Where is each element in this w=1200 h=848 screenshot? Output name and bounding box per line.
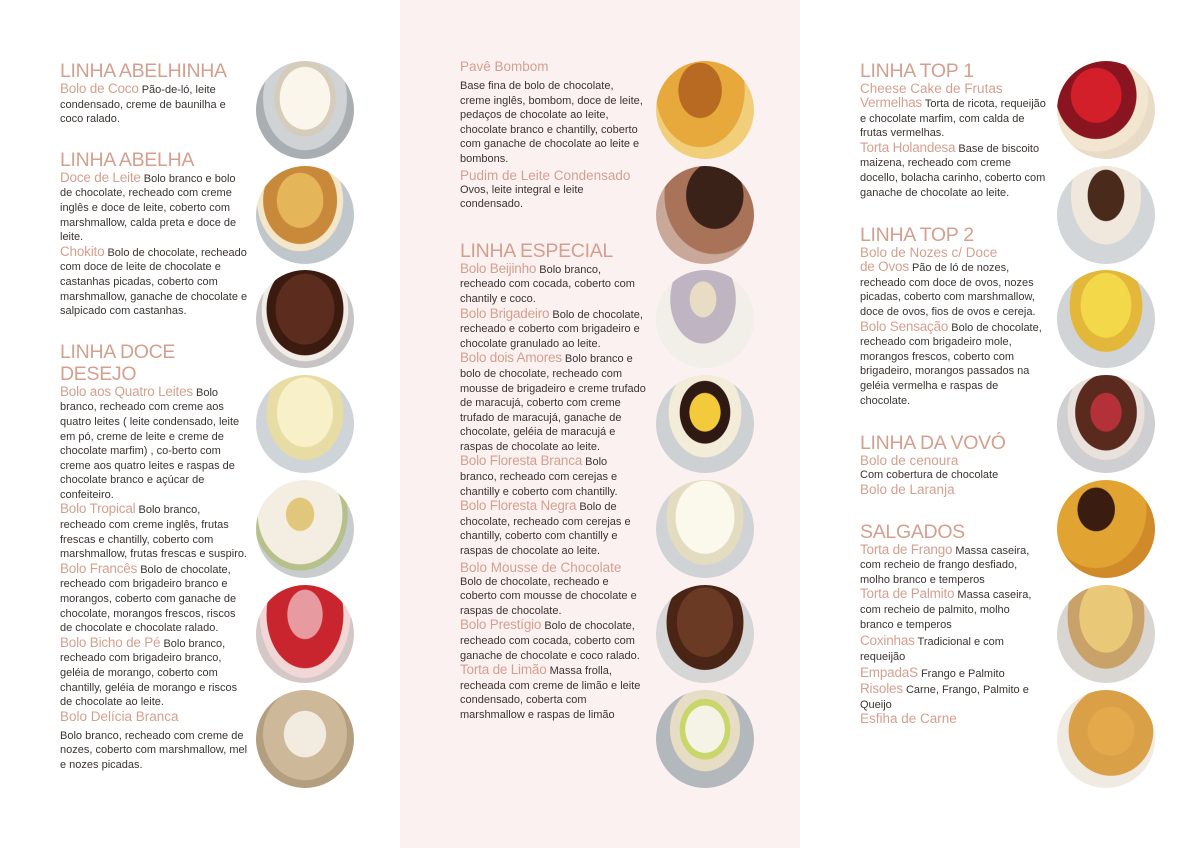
item-description: Torta de ricota, requeijão e chocolate marfim, com calda de frutas vermelhas. bbox=[860, 98, 1046, 140]
item-name: Torta Holandesa bbox=[860, 139, 956, 155]
mousse-cake-photo bbox=[656, 585, 754, 683]
item-name: Bolo aos Quatro Leites bbox=[60, 383, 193, 399]
floresta-branca-cake-photo bbox=[656, 480, 754, 578]
item-name: Cheese Cake de Frutas bbox=[860, 81, 1003, 96]
menu-item bbox=[860, 666, 1046, 682]
menu-item bbox=[60, 82, 248, 127]
item-name: Bolo de cenoura bbox=[860, 453, 959, 469]
section-title: LINHA ESPECIAL bbox=[460, 239, 613, 262]
item-name: Bolo Francês bbox=[60, 560, 138, 576]
menu-item bbox=[460, 262, 646, 307]
item-description: Massa caseira, com recheio de frango desfiado, molho branco e temperos bbox=[860, 544, 1030, 586]
item-description: Bolo branco, recheado com cerejas e chantilly e coberto com chantilly. bbox=[460, 456, 618, 498]
item-name: Bolo dois Amores bbox=[460, 350, 562, 366]
pave-bombom-photo bbox=[656, 61, 754, 159]
delicia-branca-cake-photo bbox=[256, 690, 354, 788]
item-name: Coxinhas bbox=[860, 633, 915, 649]
tropical-cake-photo bbox=[256, 480, 354, 578]
torta-limao-photo bbox=[656, 690, 754, 788]
section-title: LINHA DA VOVÓ bbox=[860, 432, 1006, 455]
coconut-cake-photo bbox=[256, 61, 354, 159]
menu-item bbox=[60, 502, 248, 561]
item-name: Torta de Palmito bbox=[860, 586, 955, 602]
item-name: Bolo Sensação bbox=[860, 318, 949, 334]
item-name: Risoles bbox=[860, 681, 903, 697]
item-description: Bolo branco e bolo de chocolate, recheado com mousse de brigadeiro e creme trufado de maracujá, coberto com creme trufado de maracujá, ganache de chocolate, geléia de maracujá e raspas de chocolate ao leite. bbox=[460, 353, 646, 453]
item-description: Bolo branco, recheado com creme de nozes, coberto com marshmallow, mel e nozes picadas. bbox=[60, 729, 248, 771]
quatro-leites-cake-photo bbox=[256, 375, 354, 473]
item-description: Bolo de chocolate, recheado com brigadeiro branco e morangos, coberto com ganache de chocolate, morangos frescos, riscos de chocolate e chocolate ralado. bbox=[60, 563, 237, 635]
menu-column-1 bbox=[0, 0, 400, 848]
item-description: Com cobertura de chocolate bbox=[860, 469, 999, 482]
section-title: LINHA ABELHINHA bbox=[60, 60, 227, 82]
menu-item bbox=[860, 320, 1046, 409]
item-name: de Ovos bbox=[860, 259, 909, 275]
item-name: Bolo Tropical bbox=[60, 501, 136, 517]
item-description: Bolo de chocolate, recheado com brigadeiro mole, morangos frescos, coberto com brigadeiro, morangos passados na geléia vermelha e raspas de chocolate. bbox=[860, 321, 1042, 407]
menu-item bbox=[860, 634, 1046, 664]
menu-item bbox=[460, 454, 646, 499]
beijinho-photo bbox=[656, 270, 754, 368]
item-name: Bolo Floresta Branca bbox=[460, 453, 583, 469]
item-description: Base fina de bolo de chocolate, creme inglês, bombom, doce de leite, pedaços de chocolate ao leite, chocolate branco e chantilly, coberto com ganache de chocolate ao leite e bombons. bbox=[460, 80, 643, 165]
chokito-cake-photo bbox=[256, 270, 354, 368]
menu-column-3 bbox=[800, 0, 1200, 848]
item-description: Frango e Palmito bbox=[920, 668, 1005, 681]
menu-item bbox=[60, 171, 248, 245]
item-name: Pudim de Leite Condensado bbox=[460, 167, 631, 183]
item-description: Bolo branco e bolo de chocolate, recheado com creme inglês e doce de leite, coberto com marshmallow, calda preta e doce de leite. bbox=[60, 172, 237, 244]
item-description: Bolo de chocolate, recheado e coberto com mousse de chocolate e raspas de chocolate. bbox=[460, 575, 637, 617]
item-description: Bolo de chocolate, recheado com cocada, coberto com ganache de chocolate e coco ralado. bbox=[460, 620, 640, 662]
item-name: Esfiha de Carne bbox=[860, 711, 957, 727]
item-name: Bolo Floresta Negra bbox=[460, 498, 577, 514]
coxinha-photo bbox=[1057, 690, 1155, 788]
item-name: Torta de Frango bbox=[860, 541, 953, 557]
item-name: Bolo Bicho de Pé bbox=[60, 634, 161, 650]
item-name: Bolo Prestígio bbox=[460, 617, 542, 633]
item-description: Ovos, leite integral e leite condensado. bbox=[460, 183, 584, 211]
item-name: Bolo Brigadeiro bbox=[460, 305, 550, 321]
menu-item bbox=[860, 260, 1046, 319]
menu-item bbox=[460, 618, 646, 663]
menu-item bbox=[60, 636, 248, 710]
doce-de-leite-cake-photo bbox=[256, 166, 354, 264]
cheesecake-photo bbox=[1057, 61, 1155, 159]
item-name: Chokito bbox=[60, 243, 105, 259]
menu-column-2 bbox=[400, 0, 800, 848]
item-description: Bolo branco, recheado com creme aos quatro leites ( leite condensado, leite em pó, creme de leite e creme de chocolate marfim) , co-berto com creme aos quatro leites e raspas de chocolate branco e açúcar de confeiteiro. bbox=[60, 386, 240, 501]
item-name: Vermelhas bbox=[860, 95, 922, 110]
bolo-nozes-photo bbox=[1057, 270, 1155, 368]
column-1-text bbox=[60, 60, 248, 773]
section-title: LINHA DOCE DESEJO bbox=[60, 340, 176, 385]
menu-item bbox=[860, 587, 1046, 632]
item-description: Bolo branco, recheado com brigadeiro branco, geléia de morango, coberto com chantilly, geléia de morango e riscos de chocolate ao leite. bbox=[60, 637, 238, 709]
item-description: Massa frolla, recheada com creme de limão e leite condensado, coberta com marshmallow e raspas de limão bbox=[460, 665, 641, 721]
section-title: SALGADOS bbox=[860, 520, 965, 543]
menu-item bbox=[460, 499, 646, 558]
item-description: Bolo de chocolate, recheado e coberto com brigadeiro e chocolate granulado ao leite. bbox=[460, 308, 643, 350]
item-description: Bolo branco, recheado com creme inglês, frutas frescas e chantilly, coberto com marshmallow, frutas frescas e suspiro. bbox=[60, 504, 248, 561]
item-description: Pão de ló de nozes, recheado com doce de ovos, nozes picadas, coberto com marshmallow, doce de ovos, fios de ovos e cereja. bbox=[860, 262, 1036, 318]
menu-item bbox=[460, 351, 646, 454]
menu-item bbox=[860, 682, 1046, 712]
item-name: EmpadaS bbox=[860, 665, 918, 681]
item-name: Bolo Mousse de Chocolate bbox=[460, 559, 622, 575]
item-description: Bolo branco, recheado com cocada, coberto com chantily e coco. bbox=[460, 263, 635, 305]
menu-item bbox=[60, 562, 248, 636]
column-3-text bbox=[860, 60, 1046, 726]
brigadeiro-sweets-photo bbox=[656, 166, 754, 264]
item-description: Base de biscoito maizena, recheado com creme docello, bolacha carinho, coberto com ganache de chocolate ao leite. bbox=[860, 142, 1046, 199]
section-title: LINHA ABELHA bbox=[60, 148, 195, 171]
bolo-sensacao-photo bbox=[1057, 375, 1155, 473]
item-name: Bolo Delícia Branca bbox=[60, 708, 179, 724]
item-name: Doce de Leite bbox=[60, 169, 141, 185]
section-title: LINHA TOP 1 bbox=[860, 60, 974, 82]
item-description: Massa caseira, com recheio de palmito, molho branco e temperos bbox=[860, 589, 1032, 631]
item-name: Bolo de Coco bbox=[60, 81, 139, 96]
menu-item bbox=[860, 543, 1046, 588]
menu-item bbox=[60, 385, 248, 503]
item-name: Bolo de Nozes c/ Doce bbox=[860, 245, 998, 261]
menu-item bbox=[60, 245, 248, 319]
frances-cake-photo bbox=[256, 585, 354, 683]
torta-frango-photo bbox=[1057, 585, 1155, 683]
item-name: Bolo Beijinho bbox=[460, 260, 537, 276]
item-description: Carne, Frango, Palmito e Queijo bbox=[860, 684, 1029, 711]
section-title: LINHA TOP 2 bbox=[860, 224, 974, 247]
item-name: Bolo de Laranja bbox=[860, 481, 955, 497]
item-name: Pavê Bombom bbox=[460, 59, 549, 74]
menu-item bbox=[860, 141, 1046, 200]
bolo-cenoura-photo bbox=[1057, 480, 1155, 578]
item-description: Bolo de chocolate, recheado com doce de leite de chocolate e castanhas picadas, coberto com marshmallow, ganache de chocolate e salpicado com castanhas. bbox=[60, 246, 248, 318]
item-description: Tradicional e com requeijão bbox=[860, 636, 1004, 663]
torta-holandesa-photo bbox=[1057, 166, 1155, 264]
item-description: Pão-de-ló, leite condensado, creme de baunilha e coco ralado. bbox=[60, 84, 226, 126]
item-name: Torta de Limão bbox=[460, 662, 547, 678]
item-description: Bolo de chocolate, recheado com cerejas e chantilly, coberto com chantilly e raspas de chocolate ao leite. bbox=[460, 501, 631, 558]
menu-item bbox=[460, 663, 646, 722]
column-2-text bbox=[460, 60, 646, 723]
menu-item bbox=[460, 307, 646, 352]
menu-item bbox=[860, 96, 1046, 141]
dois-amores-cake-photo bbox=[656, 375, 754, 473]
